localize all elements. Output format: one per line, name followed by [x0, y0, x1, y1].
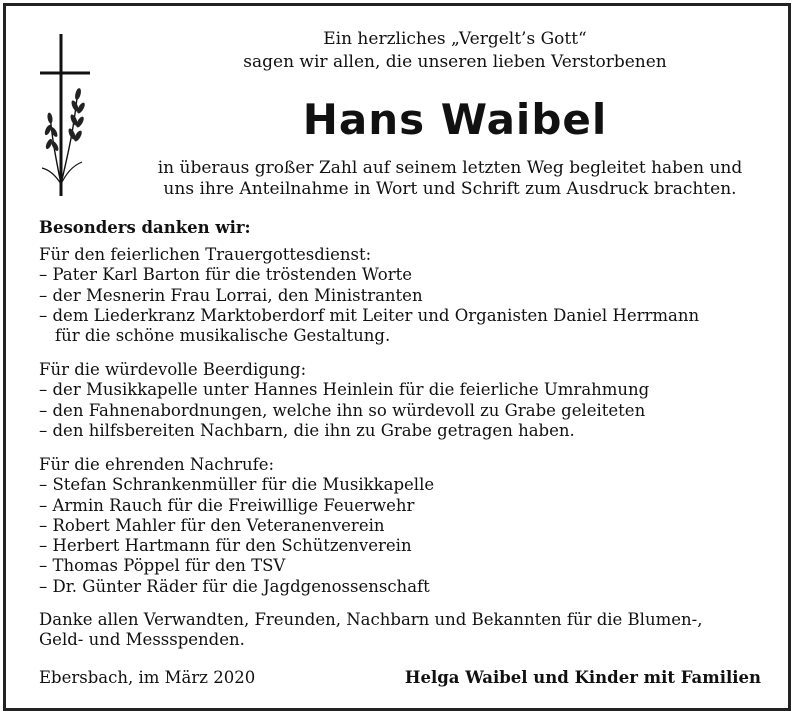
list-item-continuation: für die schöne musikalische Gestaltung. — [55, 326, 391, 346]
closing-line-2: Geld- und Messspenden. — [39, 630, 245, 650]
list-item: – Robert Mahler für den Veteranenverein — [39, 515, 385, 535]
section-heading: Für den feierlichen Trauergottesdienst: — [39, 245, 372, 264]
list-item: – Thomas Pöppel für den TSV — [39, 556, 286, 576]
list-item: – dem Liederkranz Marktoberdorf mit Leiter und Organisten Daniel Herrmann — [39, 305, 700, 325]
list-item: – der Musikkapelle unter Hannes Heinlein für die feierliche Umrahmung — [39, 380, 650, 400]
section-heading: Für die würdevolle Beerdigung: — [39, 360, 307, 379]
list-item: – Herbert Hartmann für den Schützenverein — [39, 536, 412, 556]
list-item: – den hilfsbereiten Nachbarn, die ihn zu Grabe getragen haben. — [39, 420, 575, 440]
intro-line-2: sagen wir allen, die unseren lieben Verstorbenen — [243, 52, 667, 72]
message-line-1: in überaus großer Zahl auf seinem letzten Weg begleitet haben und — [157, 158, 743, 178]
deceased-name: Hans Waibel — [302, 95, 608, 144]
signature: Helga Waibel und Kinder mit Familien — [404, 668, 761, 687]
list-item: – den Fahnenabordnungen, welche ihn so würdevoll zu Grabe geleiteten — [39, 400, 646, 420]
intro-line-1: Ein herzliches „Vergelt’s Gott“ — [323, 29, 587, 49]
place-date: Ebersbach, im März 2020 — [39, 668, 256, 687]
section-burial — [39, 360, 769, 441]
message-line-2: uns ihre Anteilnahme in Wort und Schrift zum Ausdruck brachten. — [163, 179, 737, 199]
closing-thanks — [39, 610, 769, 651]
section-church-service — [39, 245, 769, 346]
list-item: – Dr. Günter Räder für die Jagdgenossenschaft — [39, 576, 430, 596]
list-item: – Pater Karl Barton für die tröstenden Worte — [39, 265, 412, 285]
section-heading: Für die ehrenden Nachrufe: — [39, 455, 275, 474]
thanks-heading-block — [39, 218, 769, 238]
thanks-heading: Besonders danken wir: — [39, 218, 251, 237]
list-item: – Armin Rauch für die Freiwillige Feuerwehr — [39, 495, 415, 515]
cross-with-wheat-icon — [38, 34, 94, 196]
section-eulogies — [39, 455, 769, 597]
list-item: – der Mesnerin Frau Lorrai, den Ministranten — [39, 285, 423, 305]
closing-line-1: Danke allen Verwandten, Freunden, Nachbarn und Bekannten für die Blumen-, — [39, 610, 703, 629]
list-item: – Stefan Schrankenmüller für die Musikkapelle — [39, 475, 435, 495]
